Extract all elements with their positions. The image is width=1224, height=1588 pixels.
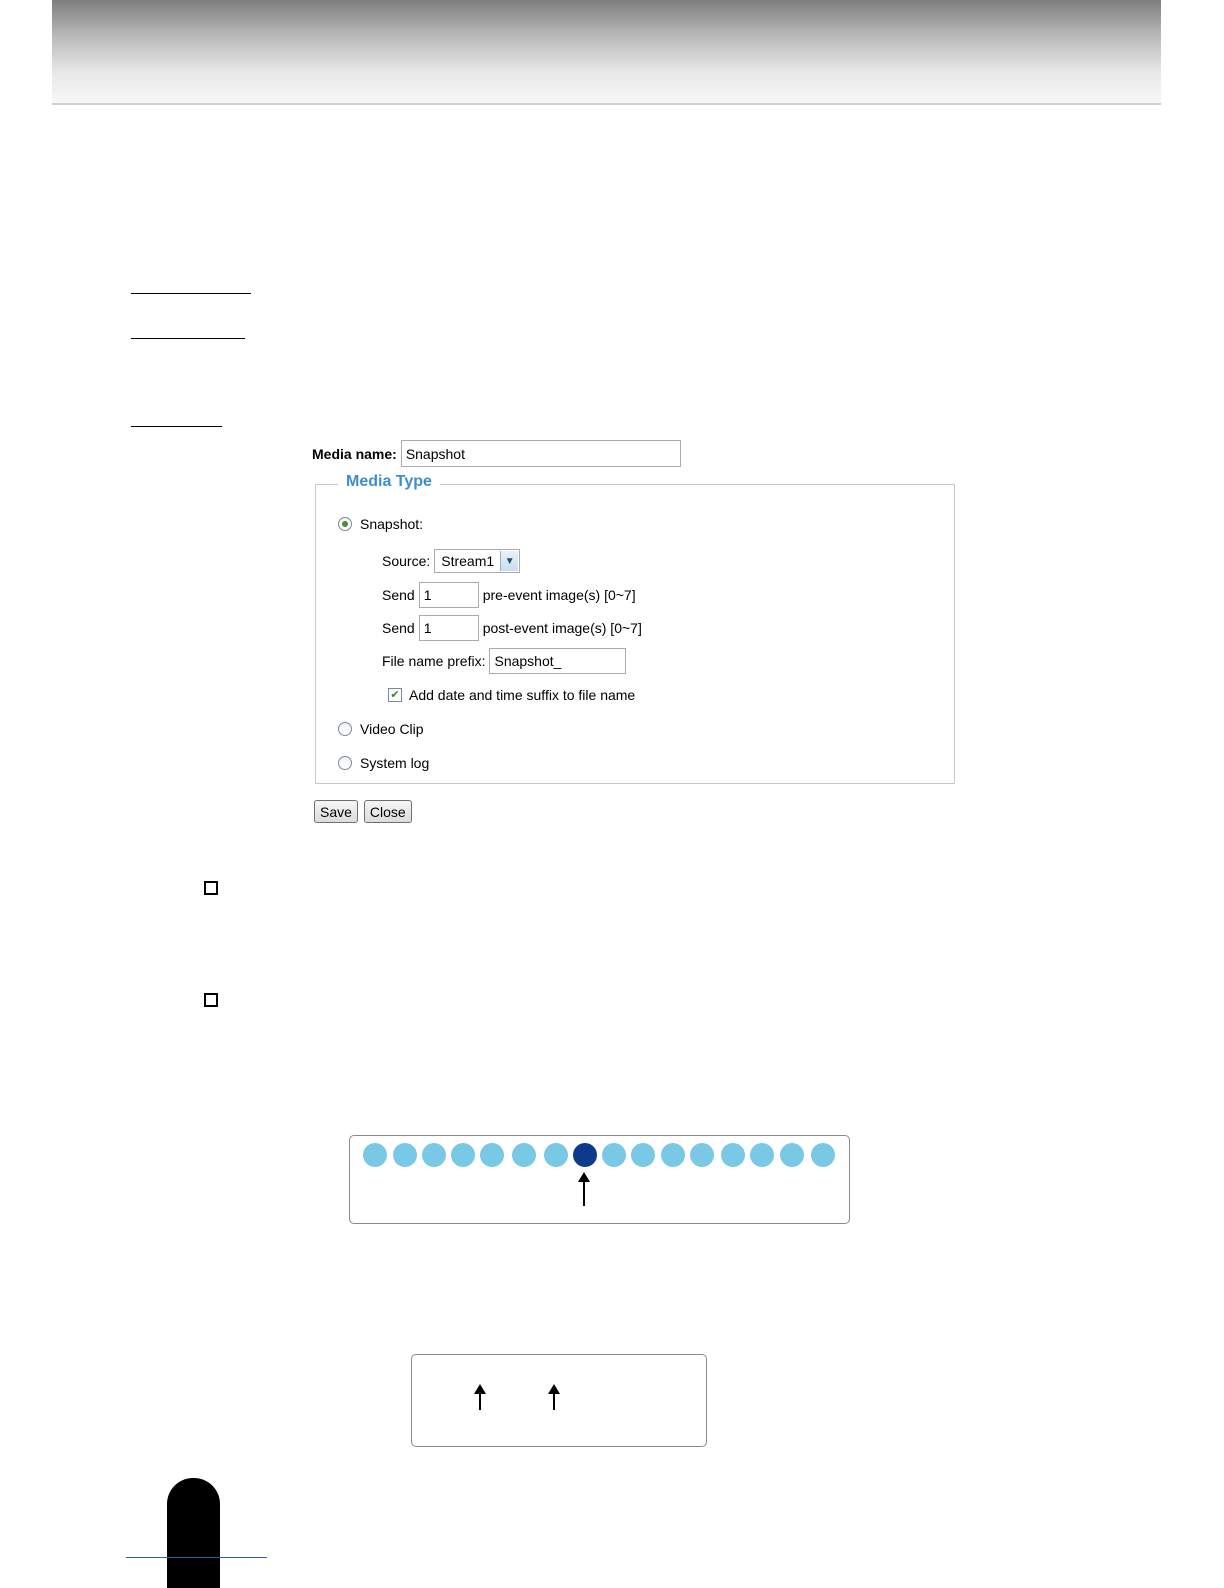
post-event-text: post-event image(s) [0~7] (482, 620, 642, 636)
square-bullet-icon (204, 881, 218, 895)
pre-event-send-label: Send (382, 587, 415, 603)
media-name-input[interactable] (401, 440, 681, 467)
sequence-dot (690, 1143, 714, 1167)
square-bullet-icon (204, 993, 218, 1007)
text-underline-1 (131, 293, 251, 294)
source-label: Source: (382, 553, 431, 569)
system-log-radio[interactable] (338, 756, 352, 770)
suffix-row[interactable] (382, 687, 635, 703)
system-log-label: System log (360, 755, 430, 771)
sequence-dot (393, 1143, 417, 1167)
pre-event-text: pre-event image(s) [0~7] (482, 587, 636, 603)
snapshot-label: Snapshot: (360, 516, 424, 532)
video-clip-option[interactable] (338, 721, 424, 737)
source-row (382, 549, 520, 573)
media-type-fieldset (315, 473, 955, 784)
snapshot-radio[interactable] (338, 517, 352, 531)
post-event-diagram (411, 1354, 707, 1447)
sequence-dot (780, 1143, 804, 1167)
text-underline-2 (131, 338, 245, 339)
footer-rule (126, 1557, 267, 1558)
chevron-down-icon[interactable]: ▼ (500, 551, 518, 571)
suffix-label: Add date and time suffix to file name (409, 687, 636, 703)
video-clip-label: Video Clip (360, 721, 424, 737)
snapshot-option[interactable] (338, 516, 423, 532)
form-buttons (314, 800, 412, 823)
post-event-send-label: Send (382, 620, 415, 636)
sequence-dot (811, 1143, 835, 1167)
header-band (52, 0, 1161, 105)
source-select[interactable] (434, 549, 520, 573)
sequence-dot (451, 1143, 475, 1167)
up-arrow-icon (479, 1390, 481, 1410)
pre-event-input[interactable] (419, 582, 479, 608)
save-button[interactable]: Save (314, 800, 358, 823)
sequence-dot (363, 1143, 387, 1167)
sequence-dot (544, 1143, 568, 1167)
sequence-dot-trigger (573, 1143, 597, 1167)
sequence-dot (422, 1143, 446, 1167)
text-underline-3 (131, 426, 222, 427)
source-select-value: Stream1 (441, 553, 495, 569)
post-event-input[interactable] (419, 615, 479, 641)
media-type-legend: Media Type (338, 473, 440, 491)
page-number-tab (167, 1478, 220, 1588)
close-button[interactable]: Close (364, 800, 412, 823)
prefix-label: File name prefix: (382, 653, 486, 669)
sequence-dot (750, 1143, 774, 1167)
video-clip-radio[interactable] (338, 722, 352, 736)
prefix-row (382, 648, 626, 674)
sequence-dot (480, 1143, 504, 1167)
snapshot-sequence-diagram (349, 1135, 850, 1224)
system-log-option[interactable] (338, 755, 429, 771)
pre-event-row (382, 582, 636, 608)
sequence-dot (721, 1143, 745, 1167)
sequence-dot (661, 1143, 685, 1167)
up-arrow-icon (553, 1390, 555, 1410)
sequence-dot (631, 1143, 655, 1167)
post-event-row (382, 615, 642, 641)
sequence-dot (512, 1143, 536, 1167)
sequence-dot (602, 1143, 626, 1167)
media-name-row (312, 440, 681, 467)
prefix-input[interactable] (489, 648, 626, 674)
up-arrow-icon (583, 1178, 585, 1206)
suffix-checkbox[interactable]: ✔ (388, 688, 402, 702)
media-name-label: Media name: (312, 445, 397, 462)
